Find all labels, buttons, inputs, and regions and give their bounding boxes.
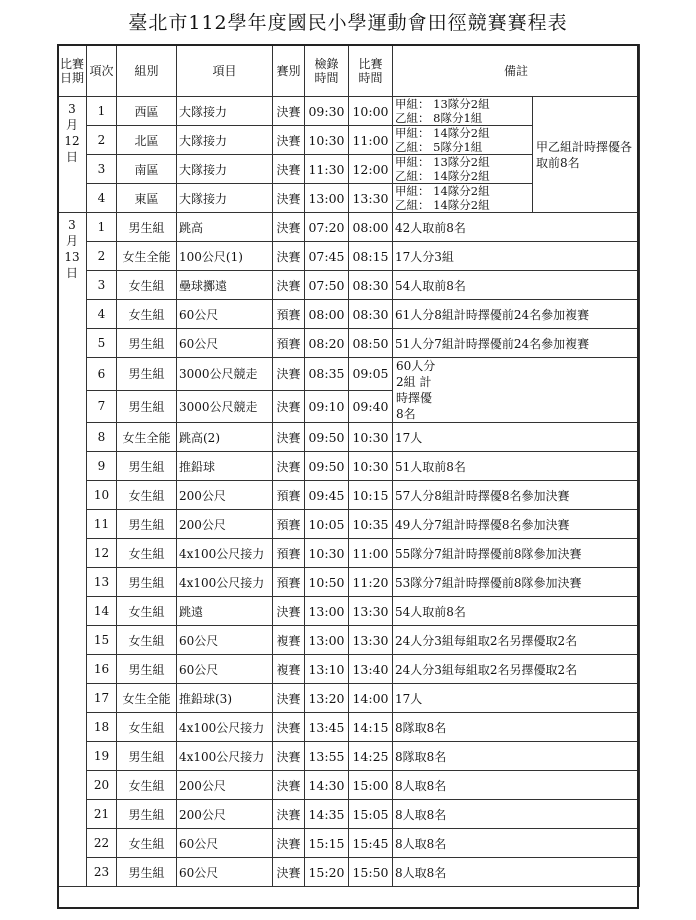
check-time: 11:30	[305, 155, 349, 184]
check-time: 13:00	[305, 626, 349, 655]
remark-cell: 17人	[393, 423, 640, 452]
group-cell: 男生組	[117, 329, 177, 358]
event-cell: 60公尺	[177, 329, 273, 358]
table-row	[58, 213, 640, 242]
check-time: 09:10	[305, 390, 349, 423]
check-time: 13:00	[305, 597, 349, 626]
table-row	[58, 684, 640, 713]
item-no: 17	[87, 684, 117, 713]
page-title: 臺北市112學年度國民小學運動會田徑競賽賽程表	[128, 12, 568, 34]
remark-cell: 55隊分7組計時擇優前8隊參加決賽	[393, 539, 640, 568]
table-row	[58, 597, 640, 626]
group-cell: 男生組	[117, 742, 177, 771]
round-cell: 決賽	[273, 271, 305, 300]
table-row	[58, 742, 640, 771]
check-time: 07:50	[305, 271, 349, 300]
event-cell: 60公尺	[177, 829, 273, 858]
event-cell: 推鉛球(3)	[177, 684, 273, 713]
start-time: 08:30	[349, 300, 393, 329]
remark-cell	[393, 184, 533, 213]
check-time: 07:20	[305, 213, 349, 242]
round-cell: 決賽	[273, 713, 305, 742]
check-time: 13:10	[305, 655, 349, 684]
item-no: 4	[87, 300, 117, 329]
check-time: 15:15	[305, 829, 349, 858]
check-time: 08:00	[305, 300, 349, 329]
start-time: 10:00	[349, 97, 393, 126]
remark-cell: 51人分7組計時擇優前24名參加複賽	[393, 329, 640, 358]
start-time: 10:30	[349, 452, 393, 481]
header-no: 項次	[87, 45, 117, 97]
date-part: 3	[68, 218, 76, 232]
check-time: 10:05	[305, 510, 349, 539]
remark-cell	[393, 155, 533, 184]
table-row	[58, 539, 640, 568]
date-part: 日	[65, 150, 78, 164]
date-part: 13	[64, 250, 80, 264]
remark-cell: 60人分2組 計時擇優8名	[393, 358, 640, 423]
table-row	[58, 358, 640, 391]
item-no: 1	[87, 213, 117, 242]
group-cell: 女生全能	[117, 242, 177, 271]
group-cell: 男生組	[117, 800, 177, 829]
table-row	[58, 329, 640, 358]
remark-cell: 61人分8組計時擇優前24名參加複賽	[393, 300, 640, 329]
start-time: 10:30	[349, 423, 393, 452]
start-time: 15:45	[349, 829, 393, 858]
round-cell: 決賽	[273, 742, 305, 771]
group-cell: 南區	[117, 155, 177, 184]
round-cell: 預賽	[273, 568, 305, 597]
date-cell	[58, 97, 87, 213]
check-time: 09:50	[305, 452, 349, 481]
remark-cell: 17人分3組	[393, 242, 640, 271]
date-part: 3	[68, 102, 76, 116]
item-no: 9	[87, 452, 117, 481]
check-time: 15:20	[305, 858, 349, 887]
check-time: 13:00	[305, 184, 349, 213]
table-row	[58, 300, 640, 329]
table-row	[58, 510, 640, 539]
group-cell: 男生組	[117, 568, 177, 597]
item-no: 3	[87, 155, 117, 184]
round-cell: 複賽	[273, 626, 305, 655]
group-cell: 男生組	[117, 390, 177, 423]
group-cell: 女生組	[117, 713, 177, 742]
remark-line: 乙組： 14隊分2組	[395, 198, 490, 212]
round-cell: 預賽	[273, 300, 305, 329]
group-cell: 女生全能	[117, 423, 177, 452]
check-time: 13:20	[305, 684, 349, 713]
item-no: 7	[87, 390, 117, 423]
remark-cell: 8人取8名	[393, 829, 640, 858]
event-cell: 200公尺	[177, 771, 273, 800]
event-cell: 4x100公尺接力	[177, 742, 273, 771]
remark-line: 甲組： 13隊分2組	[395, 97, 490, 111]
group-cell: 男生組	[117, 213, 177, 242]
round-cell: 預賽	[273, 481, 305, 510]
table-row	[58, 800, 640, 829]
check-time: 14:30	[305, 771, 349, 800]
round-cell: 預賽	[273, 329, 305, 358]
table-row	[58, 452, 640, 481]
date-part: 日	[65, 266, 78, 280]
start-time: 10:35	[349, 510, 393, 539]
event-cell: 大隊接力	[177, 155, 273, 184]
event-cell: 推鉛球	[177, 452, 273, 481]
remark-line: 乙組： 5隊分1組	[395, 140, 483, 154]
group-cell: 男生組	[117, 510, 177, 539]
round-cell: 決賽	[273, 423, 305, 452]
remark-cell: 8隊取8名	[393, 742, 640, 771]
group-cell: 女生組	[117, 271, 177, 300]
header-date: 比賽 日期	[58, 45, 87, 97]
round-cell: 決賽	[273, 597, 305, 626]
item-no: 3	[87, 271, 117, 300]
table-row	[58, 626, 640, 655]
round-cell: 決賽	[273, 213, 305, 242]
round-cell: 預賽	[273, 539, 305, 568]
item-no: 21	[87, 800, 117, 829]
item-no: 2	[87, 242, 117, 271]
round-cell: 決賽	[273, 800, 305, 829]
check-time: 09:45	[305, 481, 349, 510]
check-time: 13:45	[305, 713, 349, 742]
schedule-body	[58, 97, 640, 887]
event-cell: 大隊接力	[177, 97, 273, 126]
header-check-time: 檢錄 時間	[305, 45, 349, 97]
remark-line: 乙組： 14隊分2組	[395, 169, 490, 183]
check-time: 08:20	[305, 329, 349, 358]
event-cell: 4x100公尺接力	[177, 539, 273, 568]
table-row	[58, 242, 640, 271]
round-cell: 決賽	[273, 771, 305, 800]
item-no: 15	[87, 626, 117, 655]
round-cell: 決賽	[273, 358, 305, 391]
event-cell: 4x100公尺接力	[177, 713, 273, 742]
round-cell: 決賽	[273, 242, 305, 271]
remark-cell: 8人取8名	[393, 858, 640, 887]
check-time: 07:45	[305, 242, 349, 271]
group-cell: 北區	[117, 126, 177, 155]
check-time: 10:30	[305, 126, 349, 155]
start-time: 11:00	[349, 539, 393, 568]
item-no: 18	[87, 713, 117, 742]
round-cell: 複賽	[273, 655, 305, 684]
start-time: 11:20	[349, 568, 393, 597]
event-cell: 60公尺	[177, 858, 273, 887]
event-cell: 大隊接力	[177, 126, 273, 155]
check-time: 14:35	[305, 800, 349, 829]
item-no: 8	[87, 423, 117, 452]
round-cell: 決賽	[273, 858, 305, 887]
round-cell: 決賽	[273, 97, 305, 126]
group-cell: 男生組	[117, 358, 177, 391]
event-cell: 大隊接力	[177, 184, 273, 213]
group-cell: 女生組	[117, 626, 177, 655]
remark-cell: 49人分7組計時擇優8名參加決賽	[393, 510, 640, 539]
group-cell: 東區	[117, 184, 177, 213]
start-time: 14:00	[349, 684, 393, 713]
start-time: 09:05	[349, 358, 393, 391]
table-row	[58, 423, 640, 452]
start-time: 13:30	[349, 184, 393, 213]
round-cell: 決賽	[273, 126, 305, 155]
round-cell: 決賽	[273, 155, 305, 184]
date-part: 12	[64, 134, 80, 148]
table-row	[58, 713, 640, 742]
event-cell: 200公尺	[177, 481, 273, 510]
header-event: 項目	[177, 45, 273, 97]
start-time: 08:30	[349, 271, 393, 300]
check-time: 10:30	[305, 539, 349, 568]
item-no: 4	[87, 184, 117, 213]
round-cell: 決賽	[273, 829, 305, 858]
remark-cell: 51人取前8名	[393, 452, 640, 481]
event-cell: 200公尺	[177, 510, 273, 539]
remark-cell	[393, 126, 533, 155]
date-cell	[58, 213, 87, 887]
group-cell: 女生全能	[117, 684, 177, 713]
item-no: 1	[87, 97, 117, 126]
start-time: 10:15	[349, 481, 393, 510]
remark-line: 甲組： 14隊分2組	[395, 126, 490, 140]
remark-cell	[393, 97, 533, 126]
header-start-time: 比賽 時間	[349, 45, 393, 97]
remark-cell: 24人分3組每組取2名另擇優取2名	[393, 655, 640, 684]
table-row	[58, 829, 640, 858]
header-remark: 備註	[393, 45, 640, 97]
start-time: 08:50	[349, 329, 393, 358]
item-no: 16	[87, 655, 117, 684]
remark-cell: 54人取前8名	[393, 271, 640, 300]
group-cell: 女生組	[117, 829, 177, 858]
event-cell: 3000公尺競走	[177, 358, 273, 391]
table-row	[58, 858, 640, 887]
remark-cell: 8隊取8名	[393, 713, 640, 742]
table-row	[58, 97, 640, 126]
start-time: 15:00	[349, 771, 393, 800]
remark-line: 甲組： 14隊分2組	[395, 184, 490, 198]
round-cell: 決賽	[273, 390, 305, 423]
start-time: 13:30	[349, 597, 393, 626]
item-no: 13	[87, 568, 117, 597]
item-no: 5	[87, 329, 117, 358]
event-cell: 跳遠	[177, 597, 273, 626]
round-cell: 決賽	[273, 184, 305, 213]
remark-cell: 53隊分7組計時擇優前8隊參加決賽	[393, 568, 640, 597]
check-time: 08:35	[305, 358, 349, 391]
remark-cell: 57人分8組計時擇優8名參加決賽	[393, 481, 640, 510]
item-no: 14	[87, 597, 117, 626]
group-cell: 男生組	[117, 452, 177, 481]
start-time: 14:25	[349, 742, 393, 771]
item-no: 23	[87, 858, 117, 887]
group-cell: 女生組	[117, 771, 177, 800]
event-cell: 壘球擲遠	[177, 271, 273, 300]
start-time: 13:30	[349, 626, 393, 655]
remark-cell: 8人取8名	[393, 771, 640, 800]
item-no: 19	[87, 742, 117, 771]
group-cell: 女生組	[117, 481, 177, 510]
check-time: 10:50	[305, 568, 349, 597]
remark-cell: 24人分3組每組取2名另擇優取2名	[393, 626, 640, 655]
event-cell: 跳高(2)	[177, 423, 273, 452]
event-cell: 跳高	[177, 213, 273, 242]
event-cell: 100公尺(1)	[177, 242, 273, 271]
start-time: 13:40	[349, 655, 393, 684]
table-row	[58, 271, 640, 300]
group-cell: 女生組	[117, 539, 177, 568]
header-row	[58, 45, 640, 97]
schedule-table	[57, 44, 640, 887]
remark-cell: 42人取前8名	[393, 213, 640, 242]
start-time: 08:15	[349, 242, 393, 271]
group-cell: 西區	[117, 97, 177, 126]
item-no: 12	[87, 539, 117, 568]
round-cell: 決賽	[273, 684, 305, 713]
item-no: 2	[87, 126, 117, 155]
start-time: 11:00	[349, 126, 393, 155]
item-no: 10	[87, 481, 117, 510]
round-cell: 決賽	[273, 452, 305, 481]
date-part: 月	[65, 234, 78, 248]
remark-line: 乙組： 8隊分1組	[395, 111, 483, 125]
header-round: 賽別	[273, 45, 305, 97]
group-cell: 女生組	[117, 300, 177, 329]
remark-cell: 8人取8名	[393, 800, 640, 829]
item-no: 6	[87, 358, 117, 391]
start-time: 15:05	[349, 800, 393, 829]
group-cell: 男生組	[117, 858, 177, 887]
start-time: 15:50	[349, 858, 393, 887]
event-cell: 60公尺	[177, 626, 273, 655]
event-cell: 200公尺	[177, 800, 273, 829]
header-group: 組別	[117, 45, 177, 97]
start-time: 14:15	[349, 713, 393, 742]
event-cell: 4x100公尺接力	[177, 568, 273, 597]
table-row	[58, 771, 640, 800]
remark-cell: 17人	[393, 684, 640, 713]
remark-cell: 54人取前8名	[393, 597, 640, 626]
event-cell: 60公尺	[177, 655, 273, 684]
date-part: 月	[65, 118, 78, 132]
item-no: 22	[87, 829, 117, 858]
round-cell: 預賽	[273, 510, 305, 539]
group-cell: 女生組	[117, 597, 177, 626]
check-time: 09:30	[305, 97, 349, 126]
item-no: 11	[87, 510, 117, 539]
check-time: 09:50	[305, 423, 349, 452]
item-no: 20	[87, 771, 117, 800]
group-cell: 男生組	[117, 655, 177, 684]
shared-remark: 甲乙組計時擇優各取前8名	[533, 97, 640, 213]
table-row	[58, 481, 640, 510]
event-cell: 60公尺	[177, 300, 273, 329]
check-time: 13:55	[305, 742, 349, 771]
table-row	[58, 568, 640, 597]
start-time: 12:00	[349, 155, 393, 184]
start-time: 08:00	[349, 213, 393, 242]
remark-line: 甲組： 13隊分2組	[395, 155, 490, 169]
start-time: 09:40	[349, 390, 393, 423]
event-cell: 3000公尺競走	[177, 390, 273, 423]
table-row	[58, 655, 640, 684]
